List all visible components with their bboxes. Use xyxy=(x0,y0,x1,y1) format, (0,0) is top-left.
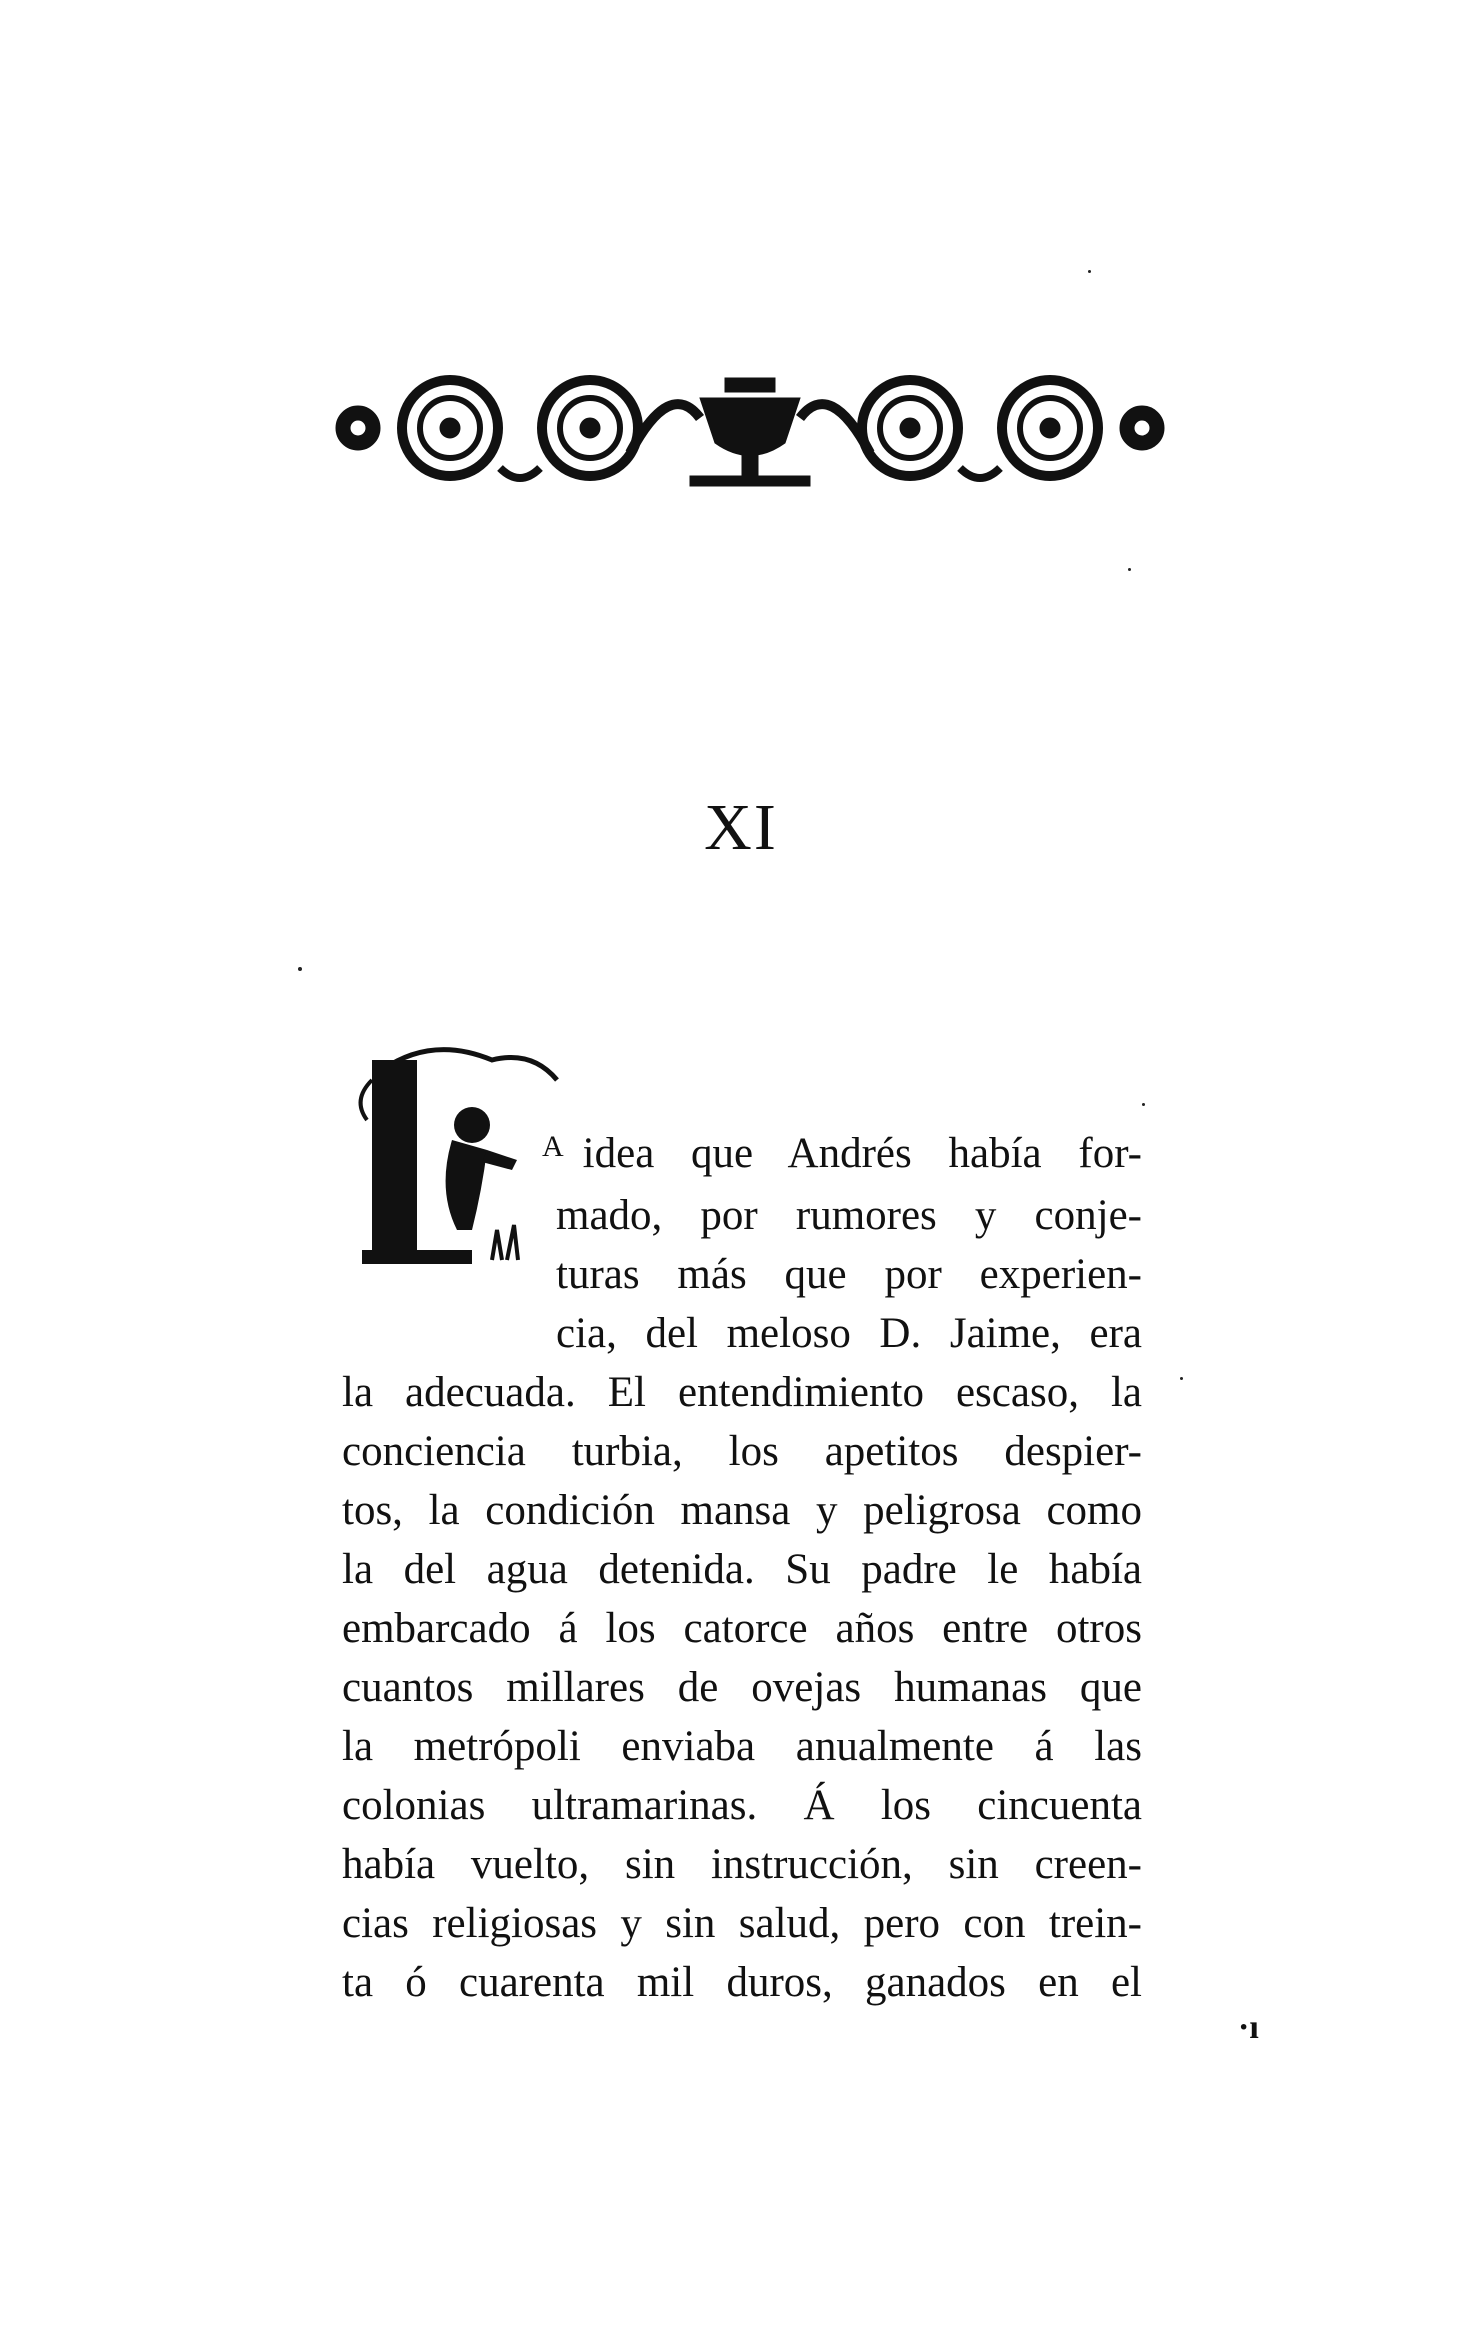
text-line xyxy=(342,1725,1142,1768)
text-line-11: la metrópoli enviaba anualmente á las xyxy=(342,1723,1142,1770)
text-line-9: embarcado á los catorce años entre otros xyxy=(342,1605,1142,1652)
text-line xyxy=(342,1843,1142,1886)
text-line-14: cias religiosas y sin salud, pero con trein- xyxy=(342,1900,1142,1947)
speck xyxy=(1088,270,1091,273)
text-line-5: la adecuada. El entendimiento escaso, la xyxy=(342,1369,1142,1416)
speck xyxy=(1180,1377,1183,1380)
text-line xyxy=(342,1371,1142,1414)
page-mark: ·ı xyxy=(1238,2009,1259,2046)
speck xyxy=(298,967,302,971)
text-line xyxy=(556,1312,1142,1355)
text-line-4: cia, del meloso D. Jaime, era xyxy=(556,1310,1142,1357)
text-line-10: cuantos millares de ovejas humanas que xyxy=(342,1664,1142,1711)
text-line-15: ta ó cuarenta mil duros, ganados en el xyxy=(342,1959,1142,2006)
text-line-6: conciencia turbia, los apetitos despier- xyxy=(342,1428,1142,1475)
text-line-3: turas más que por experien- xyxy=(556,1251,1142,1298)
text-line xyxy=(342,1607,1142,1650)
text-line xyxy=(542,1132,1142,1175)
text-line xyxy=(342,1784,1142,1827)
speck xyxy=(1142,1103,1145,1106)
text-line-13: había vuelto, sin instrucción, sin creen- xyxy=(342,1841,1142,1888)
illuminated-dropcap-image xyxy=(342,1040,572,1290)
speck xyxy=(1128,568,1131,571)
text-line-2: mado, por rumores y conje- xyxy=(556,1192,1142,1239)
text-line xyxy=(342,1666,1142,1709)
text-line xyxy=(342,1548,1142,1591)
chapter-number: XI xyxy=(704,791,778,864)
first-word-rest: A xyxy=(542,1130,565,1163)
text-line xyxy=(342,1902,1142,1945)
text-line xyxy=(342,1489,1142,1532)
text-line xyxy=(556,1253,1142,1296)
text-line-1: idea que Andrés había for- xyxy=(582,1130,1142,1177)
text-line xyxy=(556,1194,1142,1237)
text-line xyxy=(342,1430,1142,1473)
text-line-8: la del agua detenida. Su padre le había xyxy=(342,1546,1142,1593)
text-line-12: colonias ultramarinas. Á los cincuenta xyxy=(342,1782,1142,1829)
text-line-7: tos, la condición mansa y peligrosa como xyxy=(342,1487,1142,1534)
floral-headpiece-ornament xyxy=(330,358,1170,498)
text-line xyxy=(342,1961,1142,2004)
